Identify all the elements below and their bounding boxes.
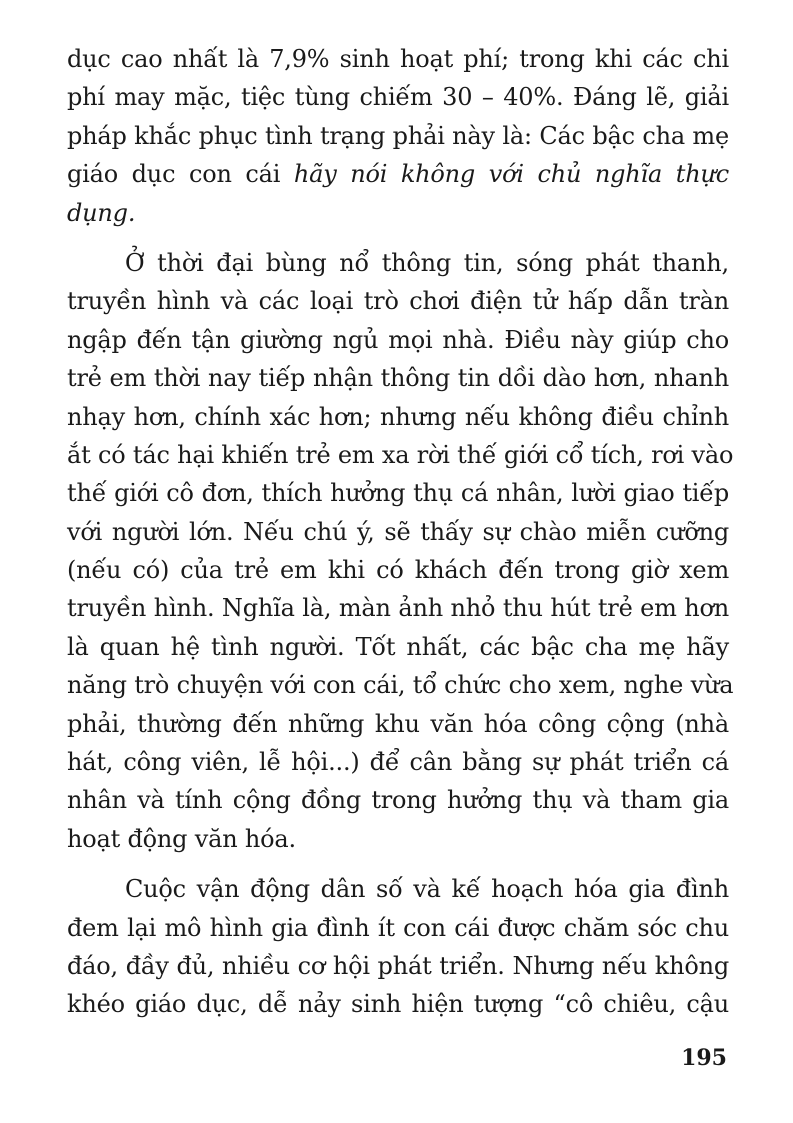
paragraph-1: [67, 40, 729, 232]
text-line: [67, 359, 729, 397]
text-line: [67, 743, 729, 781]
text-line: [67, 589, 729, 627]
text-span: phải, thường đến những khu văn hóa công cộng (nhà: [67, 709, 729, 738]
text-span: trẻ em thời nay tiếp nhận thông tin dồi dào hơn, nhanh: [67, 364, 729, 393]
text-line: [67, 781, 729, 819]
text-line: [67, 194, 729, 232]
text-line: [67, 244, 729, 282]
text-span: năng trò chuyện với con cái, tổ chức cho xem, nghe vừa: [67, 671, 734, 700]
text-span: phí may mặc, tiệc tùng chiếm 30 – 40%. Đáng lẽ, giải: [67, 83, 729, 112]
text-line: [67, 474, 729, 512]
text-line: [67, 870, 729, 908]
text-span: thế giới cô đơn, thích hưởng thụ cá nhân, lười giao tiếp: [67, 479, 729, 508]
text-span: dục cao nhất là 7,9% sinh hoạt phí; trong khi các chi: [67, 45, 729, 73]
text-line: [67, 985, 729, 1023]
paragraph-2: [67, 244, 734, 858]
text-span: giáo dục con cái: [67, 160, 294, 189]
text-span: Ở thời đại bùng nổ thông tin, sóng phát thanh,: [125, 248, 729, 277]
text-span: (nếu có) của trẻ em khi có khách đến trong giờ xem: [67, 556, 729, 585]
text-line: [67, 947, 729, 985]
text-span: hát, công viên, lễ hội...) để cân bằng sự phát triển cá: [67, 748, 729, 777]
text-span: là quan hệ tình người. Tốt nhất, các bậc cha mẹ hãy: [67, 632, 729, 661]
text-line: [67, 78, 729, 116]
text-span: nhân và tính cộng đồng trong hưởng thụ và tham gia: [67, 786, 729, 815]
body-text: [67, 40, 734, 1024]
text-span: truyền hình và các loại trò chơi điện tử hấp dẫn tràn: [67, 287, 729, 316]
text-span: ắt có tác hại khiến trẻ em xa rời thế giới cổ tích, rơi vào: [67, 440, 734, 469]
text-span: với người lớn. Nếu chú ý, sẽ thấy sự chào miễn cưỡng: [67, 517, 729, 546]
text-line: [67, 666, 734, 704]
text-span: Cuộc vận động dân số và kế hoạch hóa gia đình: [125, 875, 729, 904]
text-span: ngập đến tận giường ngủ mọi nhà. Điều này giúp cho: [67, 325, 729, 354]
text-span: pháp khắc phục tình trạng phải này là: Các bậc cha mẹ: [67, 121, 729, 150]
text-line: [67, 398, 729, 436]
paragraph-3: [67, 870, 729, 1024]
text-span: đáo, đầy đủ, nhiều cơ hội phát triển. Nhưng nếu không: [67, 951, 729, 980]
text-line: [67, 321, 729, 359]
emphasis-span: hãy nói không với chủ nghĩa thực: [293, 160, 729, 189]
text-line: [67, 40, 729, 78]
emphasis-span: dụng.: [67, 198, 136, 227]
text-line: [67, 282, 729, 320]
text-span: khéo giáo dục, dễ nảy sinh hiện tượng “cô chiêu, cậu: [67, 990, 729, 1019]
text-span: nhạy hơn, chính xác hơn; nhưng nếu không điều chỉnh: [67, 402, 729, 431]
page-number: 195: [681, 1045, 727, 1071]
text-span: đem lại mô hình gia đình ít con cái được chăm sóc chu: [67, 913, 729, 942]
text-line: [67, 909, 729, 947]
text-line: [67, 436, 734, 474]
text-line: [67, 551, 729, 589]
text-line: [67, 705, 729, 743]
text-span: hoạt động văn hóa.: [67, 824, 296, 853]
text-line: [67, 628, 729, 666]
text-line: [67, 155, 729, 193]
text-line: [67, 117, 729, 155]
text-line: [67, 513, 729, 551]
text-line: [67, 820, 729, 858]
text-span: truyền hình. Nghĩa là, màn ảnh nhỏ thu hút trẻ em hơn: [67, 594, 729, 623]
